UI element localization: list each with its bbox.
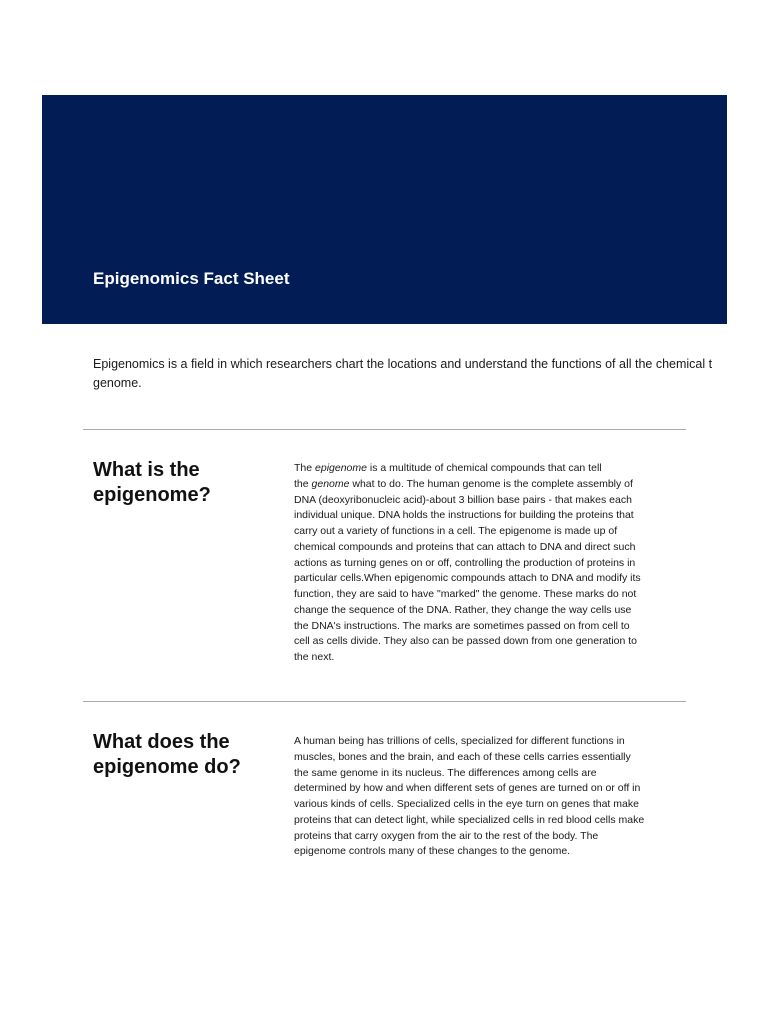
body-text: what to do. The human genome is the complete assembly of <box>349 477 633 490</box>
body-line: the DNA's instructions. The marks are sometimes passed on from cell to <box>294 619 630 632</box>
intro-line: genome. <box>93 376 142 390</box>
section-body-what-does <box>294 734 686 860</box>
body-text: The <box>294 462 316 474</box>
body-line <box>294 477 686 493</box>
heading-line: What is the <box>93 459 200 481</box>
section-divider <box>83 429 686 430</box>
body-line: proteins that carry oxygen from the air to the rest of the body. The <box>294 829 599 842</box>
body-line <box>294 461 686 477</box>
body-line: cell as cells divide. They also can be passed down from one generation to <box>294 635 638 648</box>
intro-line: Epigenomics is a field in which researchers chart the locations and understand the functions of all the chemical t <box>93 357 713 371</box>
section-body-what-is <box>294 461 686 666</box>
section-heading-what-does <box>93 730 241 780</box>
term-epigenome: epigenome <box>315 462 367 474</box>
body-line: the next. <box>294 651 335 663</box>
heading-line: What does the <box>93 731 230 753</box>
section-divider <box>83 701 686 702</box>
body-line: change the sequence of the DNA. Rather, they change the way cells use <box>294 603 632 616</box>
body-line: proteins that can detect light, while specialized cells in red blood cells make <box>294 813 645 826</box>
body-line: carry out a variety of functions in a cell. The epigenome is made up of <box>294 525 618 537</box>
body-line: epigenome controls many of these changes to the genome. <box>294 845 571 858</box>
body-line: determined by how and when different sets of genes are turned on or off in <box>294 782 641 795</box>
body-line: individual unique. DNA holds the instructions for building the proteins that <box>294 509 634 522</box>
body-line: DNA (deoxyribonucleic acid)-about 3 billion base pairs - that makes each <box>294 493 632 506</box>
header-banner <box>42 95 727 324</box>
page-title: Epigenomics Fact Sheet <box>93 269 290 288</box>
body-line: the same genome in its nucleus. The differences among cells are <box>294 766 597 779</box>
body-line: muscles, bones and the brain, and each of these cells carries essentially <box>294 750 631 763</box>
body-line: A human being has trillions of cells, specialized for different functions in <box>294 735 625 747</box>
section-heading-what-is <box>93 458 211 508</box>
body-text: the <box>294 477 312 490</box>
heading-line: epigenome? <box>93 484 211 506</box>
body-line: particular cells.When epigenomic compounds attach to DNA and modify its <box>294 572 641 585</box>
body-line: chemical compounds and proteins that can attach to DNA and direct such <box>294 540 636 553</box>
body-line: function, they are said to have "marked" the genome. These marks do not <box>294 588 637 600</box>
intro-paragraph <box>93 355 733 393</box>
heading-line: epigenome do? <box>93 756 241 778</box>
body-line: various kinds of cells. Specialized cells in the eye turn on genes that make <box>294 798 639 810</box>
term-genome: genome <box>311 477 350 490</box>
body-line: actions as turning genes on or off, controlling the production of proteins in <box>294 556 636 569</box>
body-text: is a multitude of chemical compounds that can tell <box>366 462 602 474</box>
